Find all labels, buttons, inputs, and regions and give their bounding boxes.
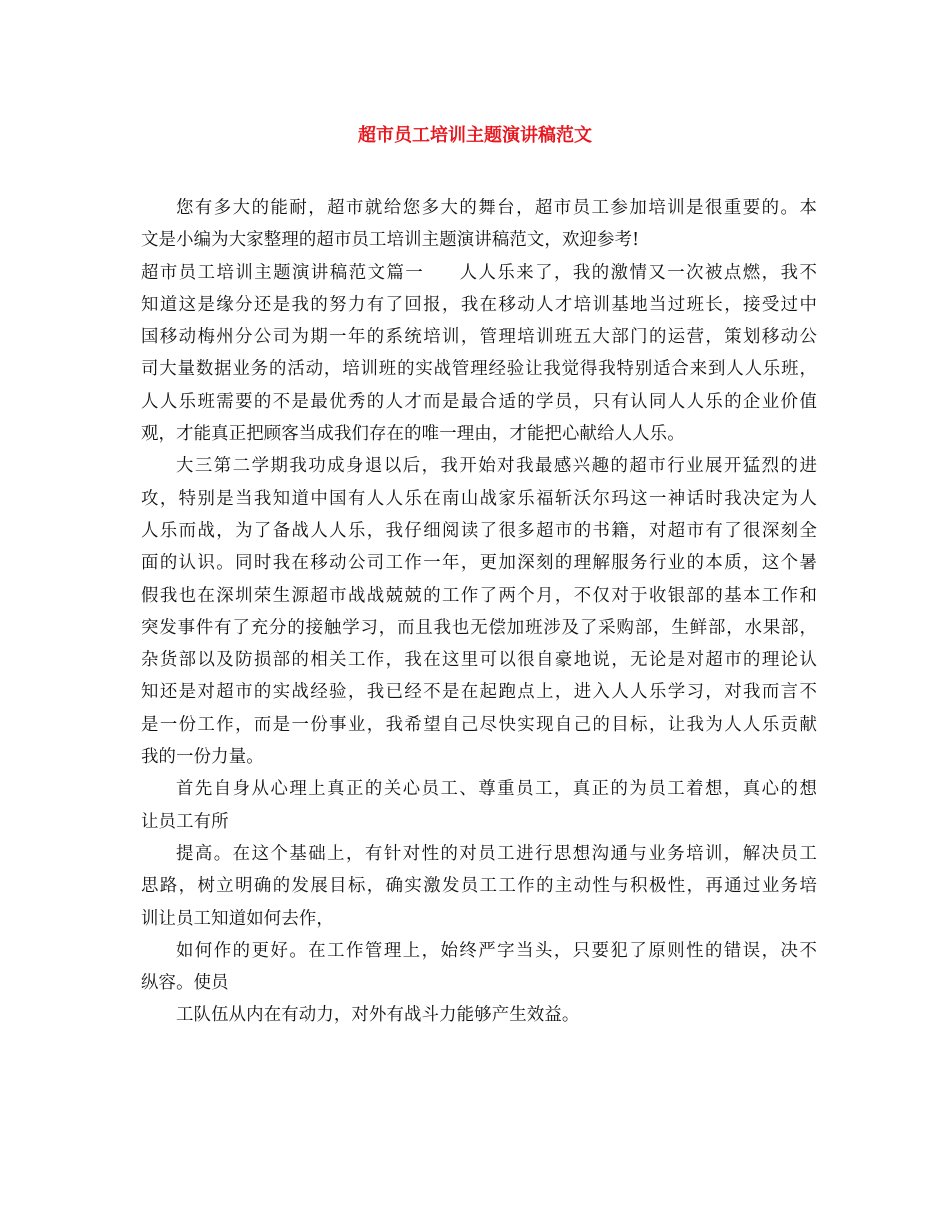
document-title: 超市员工培训主题演讲稿范文: [358, 125, 592, 146]
text-line: 文是小编为大家整理的超市员工培训主题演讲稿范文，欢迎参考!: [141, 230, 640, 251]
text-line: 人人乐班需要的不是最优秀的人才而是最合适的学员，只有认同人人乐的企业价值: [141, 391, 817, 412]
text-line: 司大量数据业务的活动，培训班的实战管理经验让我觉得我特别适合来到人人乐班，: [141, 359, 817, 380]
text-line: 知还是对超市的实战经验，我已经不是在起跑点上，进入人人乐学习，对我而言不: [141, 682, 817, 703]
text-line: 观，才能真正把顾客当成我们存在的唯一理由，才能把心献给人人乐。: [141, 424, 685, 445]
text-segment: 人人乐来了，我的激情又一次被点燃，我不: [458, 262, 817, 283]
text-line: 首先自身从心理上真正的关心员工、尊重员工，真正的为员工着想，真心的想: [176, 779, 817, 800]
text-line: 思路，树立明确的发展目标，确实激发员工工作的主动性与积极性，再通过业务培: [141, 876, 817, 897]
text-line: 让员工有所: [141, 811, 229, 832]
text-line: 知道这是缘分还是我的努力有了回报，我在移动人才培训基地当过班长，接受过中: [141, 294, 817, 315]
text-line-with-heading: [141, 257, 817, 289]
text-line: 纵容。使员: [141, 973, 229, 994]
text-line: 突发事件有了充分的接触学习，而且我也无偿加班涉及了采购部，生鲜部，水果部，: [141, 617, 817, 638]
section-heading: 超市员工培训主题演讲稿范文篇一: [141, 262, 425, 283]
text-line: 国移动梅州分公司为期一年的系统培训，管理培训班五大部门的运营，策划移动公: [141, 327, 817, 348]
document-body: [141, 192, 817, 1032]
text-line: 人乐而战，为了备战人人乐，我仔细阅读了很多超市的书籍，对超市有了很深刻全: [141, 520, 817, 541]
text-line: 工队伍从内在有动力，对外有战斗力能够产生效益。: [176, 1005, 580, 1026]
text-line: 假我也在深圳荣生源超市战战兢兢的工作了两个月，不仅对于收银部的基本工作和: [141, 585, 817, 606]
text-line: 提高。在这个基础上，有针对性的对员工进行思想沟通与业务培训，解决员工: [176, 843, 817, 864]
text-line: 攻，特别是当我知道中国有人人乐在南山战家乐福斩沃尔玛这一神话时我决定为人: [141, 488, 817, 509]
text-line: 训让员工知道如何去作，: [141, 908, 334, 929]
text-line: 如何作的更好。在工作管理上，始终严字当头，只要犯了原则性的错误，决不: [176, 940, 817, 961]
text-line: 是一份工作，而是一份事业，我希望自己尽快实现自己的目标，让我为人人乐贡献: [141, 714, 817, 735]
text-line: 您有多大的能耐，超市就给您多大的舞台，超市员工参加培训是很重要的。本: [176, 198, 817, 218]
text-line: 大三第二学期我功成身退以后，我开始对我最感兴趣的超市行业展开猛烈的进: [176, 456, 817, 477]
text-line: 面的认识。同时我在移动公司工作一年，更加深刻的理解服务行业的本质，这个暑: [141, 553, 817, 574]
text-line: 杂货部以及防损部的相关工作，我在这里可以很自豪地说，无论是对超市的理论认: [141, 650, 817, 671]
text-line: 我的一份力量。: [141, 747, 264, 768]
